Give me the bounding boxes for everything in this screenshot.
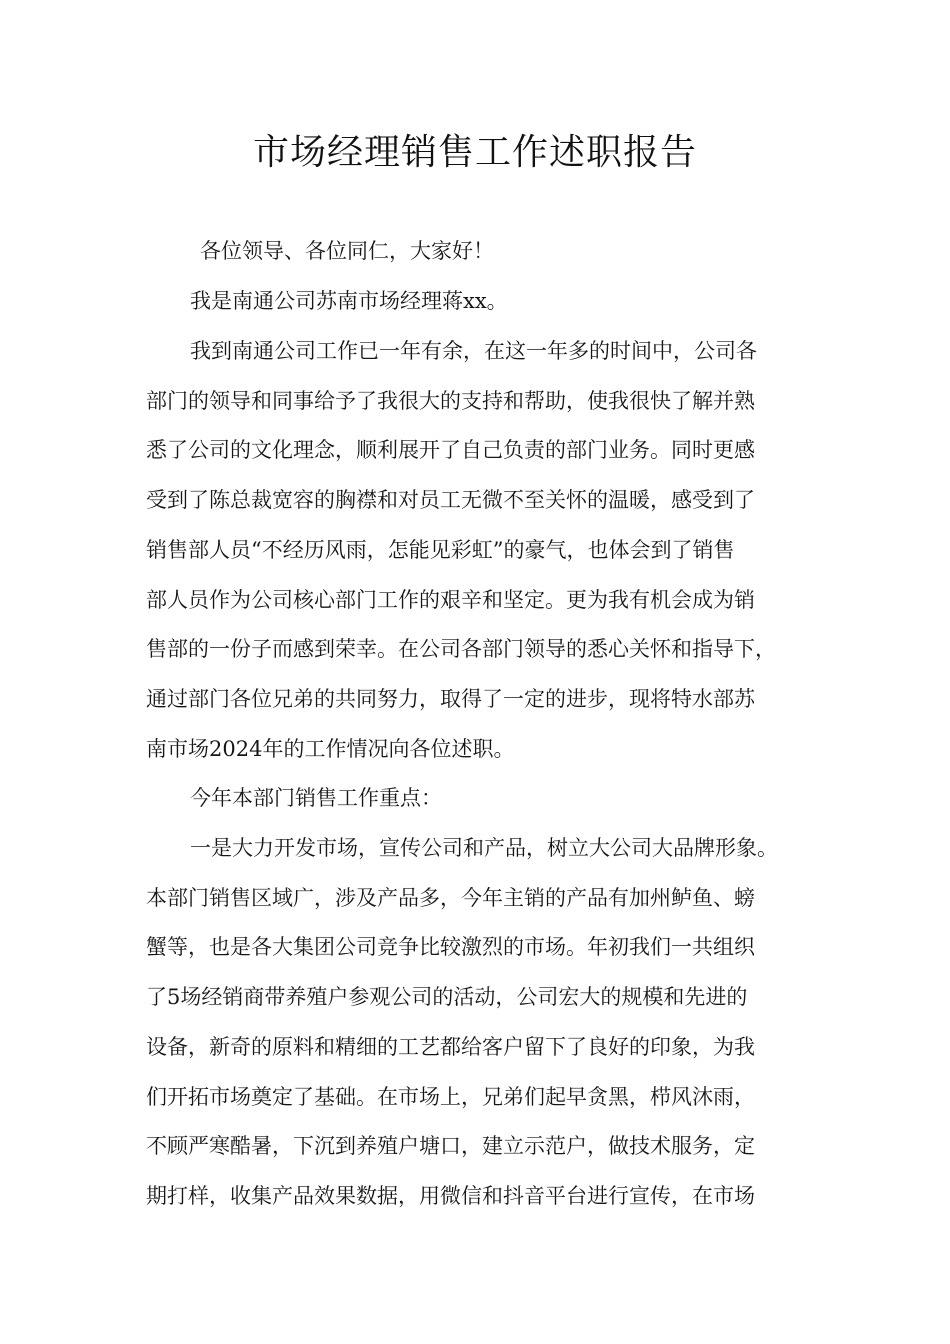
paragraph-line: 了5场经销商带养殖户参观公司的活动，公司宏大的规模和先进的 <box>146 985 748 1009</box>
document-title: 市场经理销售工作述职报告 <box>252 132 697 173</box>
intro-line: 我是南通公司苏南市场经理蒋xx。 <box>190 289 508 313</box>
paragraph-line: 通过部门各位兄弟的共同努力，取得了一定的进步，现将特水部苏 <box>146 687 755 711</box>
paragraph-line: 期打样，收集产品效果数据，用微信和抖音平台进行宣传，在市场 <box>146 1184 755 1208</box>
paragraph-line: 销售部人员“不经历风雨，怎能见彩虹”的豪气，也体会到了销售 <box>146 538 735 562</box>
paragraph-line: 受到了陈总裁宽容的胸襟和对员工无微不至关怀的温暖，感受到了 <box>146 488 755 512</box>
paragraph-line: 设备，新奇的原料和精细的工艺都给客户留下了良好的印象，为我 <box>146 1035 755 1059</box>
paragraph-line: 南市场2024年的工作情况向各位述职。 <box>146 737 515 761</box>
paragraph-line: 部人员作为公司核心部门工作的艰辛和坚定。更为我有机会成为销 <box>146 588 755 612</box>
paragraph-line: 悉了公司的文化理念，顺利展开了自己负责的部门业务。同时更感 <box>146 438 755 462</box>
paragraph-line: 本部门销售区域广，涉及产品多，今年主销的产品有加州鲈鱼、螃 <box>146 886 755 910</box>
greeting-line: 各位领导、各位同仁，大家好！ <box>200 239 494 263</box>
paragraph-line: 不顾严寒酷暑，下沉到养殖户塘口，建立示范户，做技术服务，定 <box>146 1134 755 1158</box>
paragraph-line: 售部的一份子而感到荣幸。在公司各部门领导的悉心关怀和指导下， <box>146 637 776 661</box>
paragraph-line: 一是大力开发市场，宣传公司和产品，树立大公司大品牌形象。 <box>190 836 778 860</box>
section-heading: 今年本部门销售工作重点： <box>190 786 442 810</box>
paragraph-line: 我到南通公司工作已一年有余，在这一年多的时间中，公司各 <box>190 339 757 363</box>
paragraph-line: 们开拓市场奠定了基础。在市场上，兄弟们起早贪黑，栉风沐雨， <box>146 1085 755 1109</box>
paragraph-line: 蟹等，也是各大集团公司竞争比较激烈的市场。年初我们一共组织 <box>146 935 755 959</box>
paragraph-line: 部门的领导和同事给予了我很大的支持和帮助，使我很快了解并熟 <box>146 389 755 413</box>
